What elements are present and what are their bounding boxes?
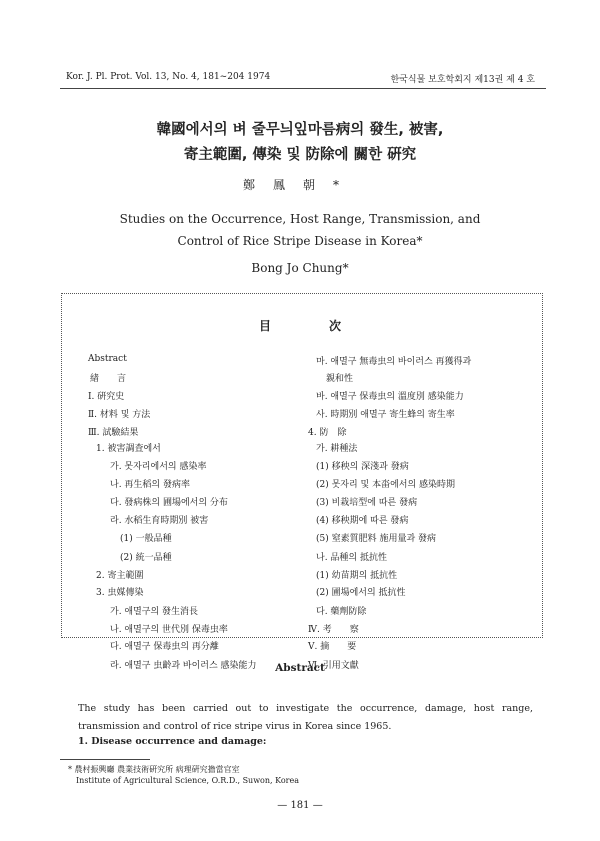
toc-right-item-15: 다. 藥劑防除 <box>316 607 367 617</box>
toc-left-item-1: Abstract <box>88 354 127 364</box>
toc-right-item-1: 마. 애멸구 無毒虫의 바이러스 再獲得과 <box>316 357 472 367</box>
toc-right-item-14: (2) 圃場에서의 抵抗性 <box>316 588 406 598</box>
toc-left-item-13: 2. 寄主範圍 <box>96 571 144 581</box>
toc-left-item-15: 가. 애멸구의 發生消長 <box>110 607 199 617</box>
toc-left-item-2: 緖 言 <box>90 374 127 384</box>
title-korean-line-2: 寄主範圍, 傳染 및 防除에 關한 硏究 <box>183 147 417 163</box>
abstract-subheading: 1. Disease occurrence and damage: <box>78 736 267 747</box>
toc-left-item-3: Ⅰ. 硏究史 <box>88 392 125 402</box>
toc-left-item-4: Ⅱ. 材料 및 方法 <box>88 410 151 420</box>
author-english: Bong Jo Chung* <box>251 261 349 275</box>
toc-right-item-16: Ⅳ. 考 察 <box>308 625 359 635</box>
title-english-line-1: Studies on the Occurrence, Host Range, Transmission, and <box>119 212 481 226</box>
toc-right-item-3: 바. 애멸구 保毒虫의 溫度別 感染能力 <box>316 392 464 402</box>
footnote-affiliation-korean: * 農村振興廳 農業技術硏究所 病理硏究擔當官室 <box>68 765 240 774</box>
toc-right-item-2: 親和性 <box>326 374 354 384</box>
toc-right-item-7: (1) 移秧의 深淺과 發病 <box>316 462 409 472</box>
toc-right-item-12: 나. 品種의 抵抗性 <box>316 553 387 563</box>
author-korean: 鄭鳳朝* <box>242 178 357 192</box>
toc-right-item-9: (3) 비栽培型에 따른 發病 <box>316 498 418 508</box>
abstract-heading: Abstract <box>275 662 325 674</box>
toc-left-item-11: (1) 一般品種 <box>120 534 172 544</box>
title-korean-line-1: 韓國에서의 벼 줄무늬잎마름病의 發生, 被害, <box>156 122 444 138</box>
toc-heading: 目次 <box>258 319 399 333</box>
toc-right-item-18: Ⅵ. 引用文獻 <box>308 661 359 671</box>
abstract-text: The study has been carried out to investigate the occurrence, damage, host range, transmission and control of rice stripe virus in Korea since 1965. <box>78 703 533 732</box>
footnote-affiliation-english: Institute of Agricultural Science, O.R.D., Suwon, Korea <box>76 776 300 785</box>
toc-left-item-6: 1. 被害調査에서 <box>96 444 161 454</box>
toc-left-item-7: 가. 못자리에서의 感染率 <box>110 462 207 472</box>
toc-left-item-10: 라. 水稻生育時期別 被害 <box>110 516 209 526</box>
toc-right-item-13: (1) 幼苗期의 抵抗性 <box>316 571 398 581</box>
toc-left-item-8: 나. 再生稻의 發病率 <box>110 480 190 490</box>
page-number: — 181 — <box>277 800 323 811</box>
toc-right-item-4: 사. 時期別 애멸구 寄生蜂의 寄生率 <box>316 410 455 420</box>
toc-right-item-17: Ⅴ. 摘 要 <box>308 642 357 652</box>
toc-right-item-8: (2) 못자리 및 本畓에서의 感染時期 <box>316 480 456 490</box>
toc-right-item-11: (5) 窒素質肥料 施用量과 發病 <box>316 534 437 544</box>
toc-left-item-17: 다. 애멸구 保毒虫의 再分離 <box>110 642 219 652</box>
footnote-rule <box>60 759 150 760</box>
toc-left-item-14: 3. 虫媒傳染 <box>96 588 144 598</box>
toc-left-item-12: (2) 統一品種 <box>120 553 172 563</box>
toc-right-item-10: (4) 移秧期에 따른 發病 <box>316 516 409 526</box>
toc-right-item-6: 가. 耕種法 <box>316 444 358 454</box>
toc-left-item-18: 라. 애멸구 虫齡과 바이러스 感染能力 <box>110 661 257 671</box>
journal-citation: Kor. J. Pl. Prot. Vol. 13, No. 4, 181~204 1974 <box>66 72 271 82</box>
journal-citation-korean: 한국식물 보호학회지 제13권 제 4 호 <box>390 75 535 85</box>
toc-left-item-5: Ⅲ. 試驗結果 <box>88 428 139 438</box>
title-english-line-2: Control of Rice Stripe Disease in Korea* <box>177 234 423 248</box>
toc-left-item-9: 다. 發病株의 圃場에서의 分布 <box>110 498 228 508</box>
toc-left-item-16: 나. 애멸구의 世代別 保毒虫率 <box>110 625 228 635</box>
toc-right-item-5: 4. 防 除 <box>308 428 347 438</box>
